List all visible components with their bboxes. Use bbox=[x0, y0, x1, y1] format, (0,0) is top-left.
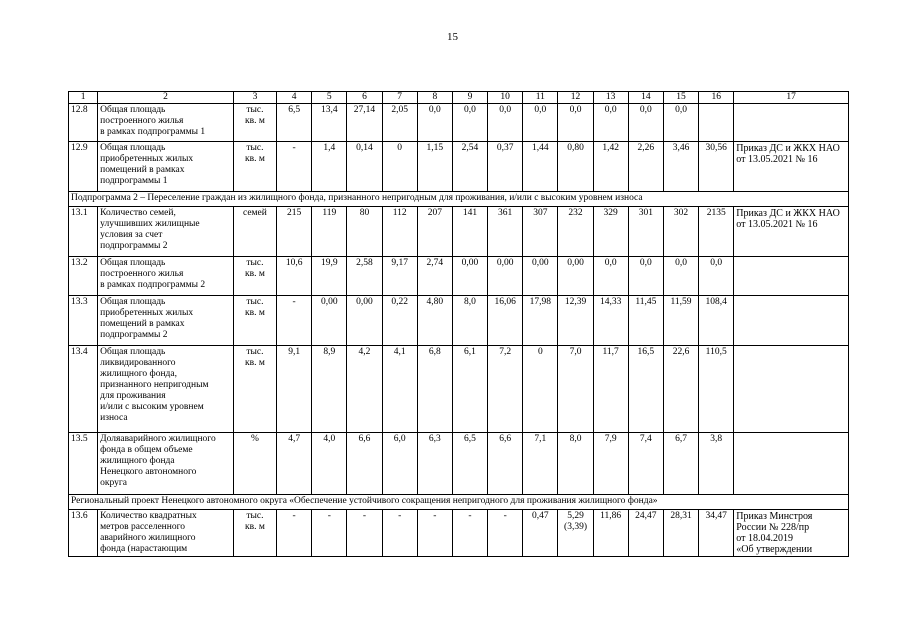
value-cell: 10,6 bbox=[277, 257, 312, 296]
unit-line: тыс. bbox=[246, 297, 264, 307]
value-cell: 27,14 bbox=[347, 104, 382, 142]
value-cell: 0,00 bbox=[488, 257, 523, 296]
value-cell: 232 bbox=[558, 207, 593, 257]
value-cell: 17,98 bbox=[523, 296, 558, 346]
value-cell: 7,1 bbox=[523, 433, 558, 495]
unit-cell bbox=[233, 510, 276, 557]
value-cell: 4,80 bbox=[417, 296, 452, 346]
indicator-name bbox=[98, 433, 234, 495]
value-cell: 11,59 bbox=[663, 296, 698, 346]
value-cell: 0,00 bbox=[452, 257, 487, 296]
indicator-name-line: подпрограммы 2 bbox=[100, 241, 168, 251]
page-number: 15 bbox=[447, 31, 458, 43]
unit-line: семей bbox=[243, 208, 267, 218]
source-document bbox=[734, 207, 849, 257]
value-cell: 6,6 bbox=[488, 433, 523, 495]
value-cell: 2,05 bbox=[382, 104, 417, 142]
value-cell: 0,0 bbox=[593, 257, 628, 296]
unit-cell bbox=[233, 104, 276, 142]
value-cell: 9,17 bbox=[382, 257, 417, 296]
unit-line: тыс. bbox=[246, 258, 264, 268]
value-cell: 6,6 bbox=[347, 433, 382, 495]
unit-line: кв. м bbox=[245, 116, 265, 126]
indicator-name-line: Общая площадь bbox=[100, 258, 166, 268]
indicator-name-line: улучшивших жилищные bbox=[100, 219, 200, 229]
unit-line: кв. м bbox=[245, 522, 265, 532]
indicator-name-line: помещений в рамках bbox=[100, 165, 185, 175]
header-cell: 10 bbox=[488, 92, 523, 104]
value-cell: 7,0 bbox=[558, 346, 593, 433]
value-cell: 11,45 bbox=[628, 296, 663, 346]
indicator-name-line: фонда (нарастающим bbox=[100, 544, 188, 554]
value-cell: 0,0 bbox=[558, 104, 593, 142]
value-cell: 8,9 bbox=[312, 346, 347, 433]
indicator-name-line: и/или с высоким уровнем bbox=[100, 402, 204, 412]
value-cell: 34,47 bbox=[699, 510, 734, 557]
value-cell: 112 bbox=[382, 207, 417, 257]
indicator-name-line: приобретенных жилых bbox=[100, 154, 194, 164]
value-cell: 0 bbox=[382, 142, 417, 192]
table-header-row bbox=[69, 92, 849, 104]
value-cell: 6,5 bbox=[452, 433, 487, 495]
unit-cell bbox=[233, 433, 276, 495]
source-line: Приказ ДС и ЖКХ НАО bbox=[736, 143, 840, 154]
indicator-name-line: Количество квадратных bbox=[100, 511, 197, 521]
indicator-name bbox=[98, 104, 234, 142]
value-cell bbox=[699, 104, 734, 142]
indicator-name-line: в рамках подпрограммы 2 bbox=[100, 280, 206, 290]
unit-line: тыс. bbox=[246, 105, 264, 115]
value-cell: 110,5 bbox=[699, 346, 734, 433]
value-cell: 24,47 bbox=[628, 510, 663, 557]
value-cell: 0,0 bbox=[663, 257, 698, 296]
value-cell: 6,8 bbox=[417, 346, 452, 433]
unit-cell bbox=[233, 346, 276, 433]
value-cell: 16,5 bbox=[628, 346, 663, 433]
value-cell: 22,6 bbox=[663, 346, 698, 433]
source-line: от 18.04.2019 bbox=[736, 533, 794, 544]
unit-cell bbox=[233, 207, 276, 257]
unit-line: кв. м bbox=[245, 154, 265, 164]
value-cell: - bbox=[488, 510, 523, 557]
value-cell: 0,0 bbox=[628, 104, 663, 142]
value-cell: - bbox=[452, 510, 487, 557]
value-cell: 361 bbox=[488, 207, 523, 257]
indicator-name-line: жилищного фонда, bbox=[100, 369, 177, 379]
unit-cell bbox=[233, 257, 276, 296]
row-number: 13.3 bbox=[69, 296, 98, 346]
section-title: Региональный проект Ненецкого автономного округа «Обеспечение устойчивого сокращения непригодного для проживания жилищного фонда» bbox=[69, 495, 849, 510]
value-cell: 3,8 bbox=[699, 433, 734, 495]
row-number: 12.8 bbox=[69, 104, 98, 142]
unit-cell bbox=[233, 142, 276, 192]
source-document bbox=[734, 104, 849, 142]
value-cell: 2,54 bbox=[452, 142, 487, 192]
indicator-name-line: Общая площадь bbox=[100, 347, 166, 357]
value-cell: 1,4 bbox=[312, 142, 347, 192]
unit-line: % bbox=[250, 434, 259, 444]
indicator-name-line: Общая площадь bbox=[100, 297, 166, 307]
indicator-name-line: Количество семей, bbox=[100, 208, 176, 218]
value-cell: 9,1 bbox=[277, 346, 312, 433]
value-cell: 1,42 bbox=[593, 142, 628, 192]
value-cell: 0,0 bbox=[593, 104, 628, 142]
unit-line: кв. м bbox=[245, 308, 265, 318]
unit-line: кв. м bbox=[245, 358, 265, 368]
indicator-name-line: в рамках подпрограммы 1 bbox=[100, 127, 206, 137]
value-cell: 0,0 bbox=[628, 257, 663, 296]
indicator-name bbox=[98, 346, 234, 433]
table-row bbox=[69, 142, 849, 192]
table-row bbox=[69, 433, 849, 495]
value-cell: 207 bbox=[417, 207, 452, 257]
indicator-name-line: ликвидированного bbox=[100, 358, 176, 368]
indicator-name bbox=[98, 142, 234, 192]
value-cell: 4,7 bbox=[277, 433, 312, 495]
indicator-name-line: износа bbox=[100, 413, 128, 423]
value-cell: 2,58 bbox=[347, 257, 382, 296]
value-cell: 0,0 bbox=[699, 257, 734, 296]
indicator-name-line: построенного жилья bbox=[100, 269, 184, 279]
value-cell: 13,4 bbox=[312, 104, 347, 142]
row-number: 13.2 bbox=[69, 257, 98, 296]
source-line: «Об утверждении bbox=[736, 544, 813, 555]
value-cell: 1,44 bbox=[523, 142, 558, 192]
value-cell bbox=[558, 510, 593, 557]
value-cell: 11,7 bbox=[593, 346, 628, 433]
header-cell: 16 bbox=[699, 92, 734, 104]
header-cell: 5 bbox=[312, 92, 347, 104]
table-row bbox=[69, 346, 849, 433]
value-cell: 4,2 bbox=[347, 346, 382, 433]
source-line: Приказ ДС и ЖКХ НАО bbox=[736, 208, 840, 219]
section-row bbox=[69, 495, 849, 510]
value-cell: 329 bbox=[593, 207, 628, 257]
value-cell: 6,1 bbox=[452, 346, 487, 433]
unit-line: тыс. bbox=[246, 347, 264, 357]
source-line: от 13.05.2021 № 16 bbox=[736, 154, 818, 165]
header-cell: 7 bbox=[382, 92, 417, 104]
header-cell: 9 bbox=[452, 92, 487, 104]
indicator-name-line: подпрограммы 2 bbox=[100, 330, 168, 340]
value-cell: 0,37 bbox=[488, 142, 523, 192]
value-cell: 6,0 bbox=[382, 433, 417, 495]
value-cell: 14,33 bbox=[593, 296, 628, 346]
header-cell: 15 bbox=[663, 92, 698, 104]
value-cell: 11,86 bbox=[593, 510, 628, 557]
source-document bbox=[734, 346, 849, 433]
value-cell: 307 bbox=[523, 207, 558, 257]
indicator-name-line: Доляаварийного жилищного bbox=[100, 434, 216, 444]
value-cell: - bbox=[347, 510, 382, 557]
value-cell: - bbox=[312, 510, 347, 557]
row-number: 13.6 bbox=[69, 510, 98, 557]
value-cell: 4,1 bbox=[382, 346, 417, 433]
value-cell: 0,0 bbox=[523, 104, 558, 142]
indicator-name-line: жилищного фонда bbox=[100, 456, 175, 466]
indicator-name bbox=[98, 257, 234, 296]
table-row bbox=[69, 257, 849, 296]
value-cell: 1,15 bbox=[417, 142, 452, 192]
header-cell: 13 bbox=[593, 92, 628, 104]
indicator-name-line: условия за счет bbox=[100, 230, 163, 240]
row-number: 12.9 bbox=[69, 142, 98, 192]
indicator-name-line: аварийного жилищного bbox=[100, 533, 196, 543]
indicators-table bbox=[68, 91, 849, 557]
value-cell: - bbox=[277, 142, 312, 192]
header-cell: 14 bbox=[628, 92, 663, 104]
value-cell: 2,74 bbox=[417, 257, 452, 296]
value-cell: 0,00 bbox=[558, 257, 593, 296]
source-line: России № 228/пр bbox=[736, 522, 810, 533]
header-cell: 6 bbox=[347, 92, 382, 104]
value-cell: 301 bbox=[628, 207, 663, 257]
header-cell: 8 bbox=[417, 92, 452, 104]
unit-line: тыс. bbox=[246, 511, 264, 521]
value-cell: 108,4 bbox=[699, 296, 734, 346]
indicator-name-line: округа bbox=[100, 478, 127, 488]
unit-cell bbox=[233, 296, 276, 346]
source-line: Приказ Минстроя bbox=[736, 511, 813, 522]
value-cell: - bbox=[382, 510, 417, 557]
value-line: (3,39) bbox=[564, 522, 587, 532]
unit-line: тыс. bbox=[246, 143, 264, 153]
header-cell: 2 bbox=[98, 92, 234, 104]
header-cell: 3 bbox=[233, 92, 276, 104]
table-row bbox=[69, 296, 849, 346]
source-line: от 13.05.2021 № 16 bbox=[736, 219, 818, 230]
table-row bbox=[69, 104, 849, 142]
value-cell: 0,0 bbox=[452, 104, 487, 142]
value-cell: 6,5 bbox=[277, 104, 312, 142]
value-cell: 2,26 bbox=[628, 142, 663, 192]
value-cell: 0,00 bbox=[312, 296, 347, 346]
source-document bbox=[734, 142, 849, 192]
indicator-name-line: признанного непригодным bbox=[100, 380, 209, 390]
value-cell: 0,14 bbox=[347, 142, 382, 192]
value-cell: 141 bbox=[452, 207, 487, 257]
indicator-name bbox=[98, 207, 234, 257]
value-cell: 0,80 bbox=[558, 142, 593, 192]
indicator-name bbox=[98, 510, 234, 557]
value-cell: 28,31 bbox=[663, 510, 698, 557]
value-cell: 119 bbox=[312, 207, 347, 257]
indicator-name-line: помещений в рамках bbox=[100, 319, 185, 329]
value-cell: 7,4 bbox=[628, 433, 663, 495]
value-cell: - bbox=[417, 510, 452, 557]
value-cell: 0,0 bbox=[488, 104, 523, 142]
value-cell: 16,06 bbox=[488, 296, 523, 346]
value-line: 5,29 bbox=[567, 511, 584, 521]
value-cell: 302 bbox=[663, 207, 698, 257]
indicator-name bbox=[98, 296, 234, 346]
header-cell: 12 bbox=[558, 92, 593, 104]
value-cell: 7,2 bbox=[488, 346, 523, 433]
header-cell: 17 bbox=[734, 92, 849, 104]
header-cell: 11 bbox=[523, 92, 558, 104]
value-cell: 0,22 bbox=[382, 296, 417, 346]
value-cell: 0,00 bbox=[523, 257, 558, 296]
value-cell: 4,0 bbox=[312, 433, 347, 495]
value-cell: 80 bbox=[347, 207, 382, 257]
indicator-name-line: Общая площадь bbox=[100, 143, 166, 153]
value-cell: 0,00 bbox=[347, 296, 382, 346]
row-number: 13.5 bbox=[69, 433, 98, 495]
value-cell: 19,9 bbox=[312, 257, 347, 296]
header-cell: 1 bbox=[69, 92, 98, 104]
source-document bbox=[734, 433, 849, 495]
value-cell: 215 bbox=[277, 207, 312, 257]
source-document bbox=[734, 510, 849, 557]
indicator-name-line: подпрограммы 1 bbox=[100, 176, 168, 186]
header-cell: 4 bbox=[277, 92, 312, 104]
indicator-name-line: Общая площадь bbox=[100, 105, 166, 115]
value-cell: 8,0 bbox=[558, 433, 593, 495]
value-cell: 30,56 bbox=[699, 142, 734, 192]
indicator-name-line: приобретенных жилых bbox=[100, 308, 194, 318]
value-cell: 3,46 bbox=[663, 142, 698, 192]
row-number: 13.1 bbox=[69, 207, 98, 257]
indicator-name-line: метров расселенного bbox=[100, 522, 186, 532]
value-cell: 2135 bbox=[699, 207, 734, 257]
value-cell: 0,0 bbox=[663, 104, 698, 142]
indicator-name-line: построенного жилья bbox=[100, 116, 184, 126]
value-cell: - bbox=[277, 510, 312, 557]
value-cell: 6,3 bbox=[417, 433, 452, 495]
indicator-name-line: фонда в общем объеме bbox=[100, 445, 193, 455]
indicator-name-line: Ненецкого автономного bbox=[100, 467, 197, 477]
value-cell: 0 bbox=[523, 346, 558, 433]
value-cell: 0,0 bbox=[417, 104, 452, 142]
table-row bbox=[69, 207, 849, 257]
value-cell: 7,9 bbox=[593, 433, 628, 495]
source-document bbox=[734, 296, 849, 346]
section-title: Подпрограмма 2 – Переселение граждан из жилищного фонда, признанного непригодным для проживания, и/или с высоким уровнем износа bbox=[69, 192, 849, 207]
row-number: 13.4 bbox=[69, 346, 98, 433]
source-document bbox=[734, 257, 849, 296]
table-row bbox=[69, 510, 849, 557]
unit-line: кв. м bbox=[245, 269, 265, 279]
value-cell: 6,7 bbox=[663, 433, 698, 495]
section-row bbox=[69, 192, 849, 207]
value-cell: 12,39 bbox=[558, 296, 593, 346]
value-cell: - bbox=[277, 296, 312, 346]
indicator-name-line: для проживания bbox=[100, 391, 166, 401]
value-cell: 0,47 bbox=[523, 510, 558, 557]
value-cell: 8,0 bbox=[452, 296, 487, 346]
